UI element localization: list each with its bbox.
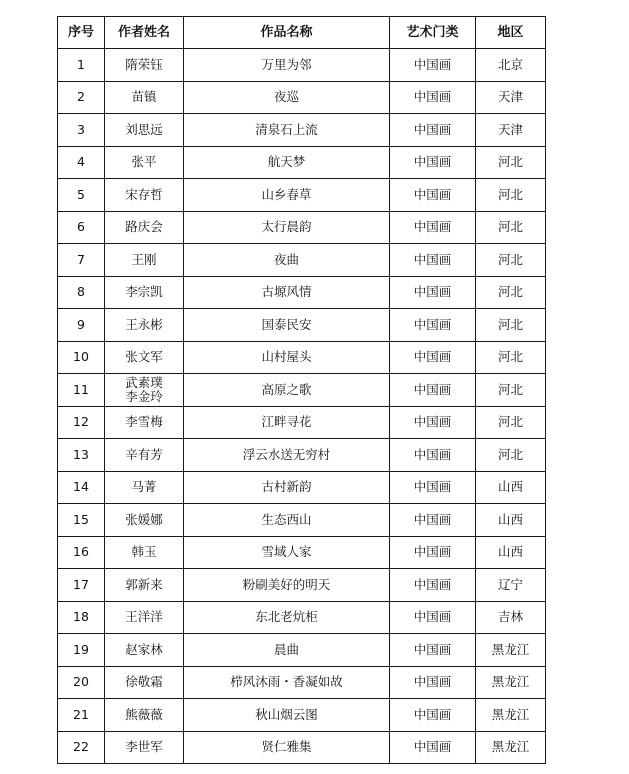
- table-row: [58, 536, 546, 569]
- cell-serial-number: 16: [58, 536, 105, 569]
- cell-art-category: 中国画: [390, 211, 476, 244]
- table-body: [58, 49, 546, 764]
- table-row: [58, 471, 546, 504]
- cell-serial-number: 19: [58, 634, 105, 667]
- cell-author-name: 辛有芳: [105, 439, 184, 472]
- cell-region: 山西: [476, 504, 546, 537]
- cell-serial-number: 1: [58, 49, 105, 82]
- cell-art-category: 中国画: [390, 439, 476, 472]
- cell-region: 河北: [476, 341, 546, 374]
- cell-work-title: 高原之歌: [184, 374, 390, 407]
- header-art-category: 艺术门类: [390, 17, 476, 49]
- cell-serial-number: 4: [58, 146, 105, 179]
- cell-work-title: 山乡春草: [184, 179, 390, 212]
- table-row: [58, 634, 546, 667]
- cell-region: 河北: [476, 276, 546, 309]
- cell-region: 山西: [476, 471, 546, 504]
- cell-region: 天津: [476, 114, 546, 147]
- cell-serial-number: 3: [58, 114, 105, 147]
- cell-region: 山西: [476, 536, 546, 569]
- cell-art-category: 中国画: [390, 471, 476, 504]
- table-row: [58, 731, 546, 764]
- cell-region: 河北: [476, 179, 546, 212]
- cell-region: 河北: [476, 244, 546, 277]
- cell-art-category: 中国画: [390, 634, 476, 667]
- table-row: [58, 114, 546, 147]
- cell-serial-number: 17: [58, 569, 105, 602]
- cell-art-category: 中国画: [390, 536, 476, 569]
- cell-region: 河北: [476, 309, 546, 342]
- cell-region: 黑龙江: [476, 634, 546, 667]
- cell-region: 河北: [476, 406, 546, 439]
- table-row: [58, 406, 546, 439]
- cell-art-category: 中国画: [390, 341, 476, 374]
- cell-serial-number: 13: [58, 439, 105, 472]
- table-row: [58, 244, 546, 277]
- table-row: [58, 699, 546, 732]
- header-author-name: 作者姓名: [105, 17, 184, 49]
- cell-author-name: 苗镇: [105, 81, 184, 114]
- cell-art-category: 中国画: [390, 601, 476, 634]
- cell-region: 北京: [476, 49, 546, 82]
- cell-art-category: 中国画: [390, 666, 476, 699]
- table-row: [58, 504, 546, 537]
- cell-author-name: 李宗凯: [105, 276, 184, 309]
- table-row: [58, 179, 546, 212]
- cell-work-title: 江畔寻花: [184, 406, 390, 439]
- cell-work-title: 贤仁雅集: [184, 731, 390, 764]
- cell-serial-number: 22: [58, 731, 105, 764]
- table-row: [58, 439, 546, 472]
- cell-serial-number: 12: [58, 406, 105, 439]
- cell-work-title: 古村新韵: [184, 471, 390, 504]
- table-row: [58, 146, 546, 179]
- cell-region: 河北: [476, 439, 546, 472]
- cell-art-category: 中国画: [390, 569, 476, 602]
- table-row: [58, 49, 546, 82]
- cell-region: 天津: [476, 81, 546, 114]
- table-row: [58, 211, 546, 244]
- cell-serial-number: 18: [58, 601, 105, 634]
- cell-work-title: 太行晨韵: [184, 211, 390, 244]
- cell-art-category: 中国画: [390, 114, 476, 147]
- cell-region: 河北: [476, 211, 546, 244]
- cell-serial-number: 11: [58, 374, 105, 407]
- cell-author-name: 张媛娜: [105, 504, 184, 537]
- cell-work-title: 古塬风情: [184, 276, 390, 309]
- header-serial-number: 序号: [58, 17, 105, 49]
- cell-art-category: 中国画: [390, 49, 476, 82]
- cell-art-category: 中国画: [390, 406, 476, 439]
- cell-serial-number: 14: [58, 471, 105, 504]
- cell-art-category: 中国画: [390, 504, 476, 537]
- header-region: 地区: [476, 17, 546, 49]
- table-row: [58, 374, 546, 407]
- cell-art-category: 中国画: [390, 699, 476, 732]
- cell-work-title: 夜曲: [184, 244, 390, 277]
- cell-author-name: 隋荣钰: [105, 49, 184, 82]
- cell-serial-number: 2: [58, 81, 105, 114]
- cell-work-title: 航天梦: [184, 146, 390, 179]
- cell-author-name: 李雪梅: [105, 406, 184, 439]
- cell-art-category: 中国画: [390, 81, 476, 114]
- cell-region: 黑龙江: [476, 699, 546, 732]
- cell-art-category: 中国画: [390, 244, 476, 277]
- cell-author-name: 张文军: [105, 341, 184, 374]
- table-row: [58, 276, 546, 309]
- cell-work-title: 粉刷美好的明天: [184, 569, 390, 602]
- cell-work-title: 山村屋头: [184, 341, 390, 374]
- cell-work-title: 清泉石上流: [184, 114, 390, 147]
- cell-work-title: 夜巡: [184, 81, 390, 114]
- cell-author-name: 王永彬: [105, 309, 184, 342]
- cell-author-name: 赵家林: [105, 634, 184, 667]
- cell-work-title: 浮云水送无穷村: [184, 439, 390, 472]
- cell-art-category: 中国画: [390, 179, 476, 212]
- cell-author-name: 徐敬霜: [105, 666, 184, 699]
- cell-author-name: 王洋洋: [105, 601, 184, 634]
- cell-author-name-line: 李金玲: [125, 388, 163, 404]
- cell-work-title: 栉风沐雨・香凝如故: [184, 666, 390, 699]
- cell-art-category: 中国画: [390, 276, 476, 309]
- cell-work-title: 晨曲: [184, 634, 390, 667]
- cell-art-category: 中国画: [390, 731, 476, 764]
- header-work-title: 作品名称: [184, 17, 390, 49]
- cell-author-name: 马菁: [105, 471, 184, 504]
- cell-author-name: 张平: [105, 146, 184, 179]
- cell-serial-number: 15: [58, 504, 105, 537]
- cell-author-name: 郭新来: [105, 569, 184, 602]
- header-row: [58, 17, 546, 49]
- cell-serial-number: 10: [58, 341, 105, 374]
- cell-work-title: 生态西山: [184, 504, 390, 537]
- cell-author-name: 李世军: [105, 731, 184, 764]
- works-list-sheet: [57, 16, 545, 764]
- cell-serial-number: 9: [58, 309, 105, 342]
- cell-work-title: 东北老炕柜: [184, 601, 390, 634]
- cell-region: 河北: [476, 374, 546, 407]
- table-row: [58, 309, 546, 342]
- table-row: [58, 569, 546, 602]
- cell-author-name: 宋存哲: [105, 179, 184, 212]
- cell-author-name: 王刚: [105, 244, 184, 277]
- cell-author-name: [105, 374, 184, 407]
- cell-art-category: 中国画: [390, 309, 476, 342]
- cell-work-title: 秋山烟云图: [184, 699, 390, 732]
- cell-serial-number: 7: [58, 244, 105, 277]
- cell-author-name: 路庆会: [105, 211, 184, 244]
- cell-region: 辽宁: [476, 569, 546, 602]
- cell-work-title: 万里为邻: [184, 49, 390, 82]
- cell-art-category: 中国画: [390, 146, 476, 179]
- cell-region: 吉林: [476, 601, 546, 634]
- cell-serial-number: 8: [58, 276, 105, 309]
- cell-author-name: 熊薇薇: [105, 699, 184, 732]
- cell-serial-number: 20: [58, 666, 105, 699]
- table-row: [58, 666, 546, 699]
- cell-author-name-line: 武素璞: [125, 374, 163, 390]
- cell-region: 河北: [476, 146, 546, 179]
- cell-author-name: 刘思远: [105, 114, 184, 147]
- cell-serial-number: 21: [58, 699, 105, 732]
- table-row: [58, 341, 546, 374]
- cell-region: 黑龙江: [476, 666, 546, 699]
- cell-serial-number: 5: [58, 179, 105, 212]
- cell-serial-number: 6: [58, 211, 105, 244]
- cell-work-title: 国泰民安: [184, 309, 390, 342]
- cell-art-category: 中国画: [390, 374, 476, 407]
- cell-region: 黑龙江: [476, 731, 546, 764]
- works-table: [57, 16, 546, 764]
- table-row: [58, 81, 546, 114]
- table-row: [58, 601, 546, 634]
- cell-work-title: 雪域人家: [184, 536, 390, 569]
- cell-author-name: 韩玉: [105, 536, 184, 569]
